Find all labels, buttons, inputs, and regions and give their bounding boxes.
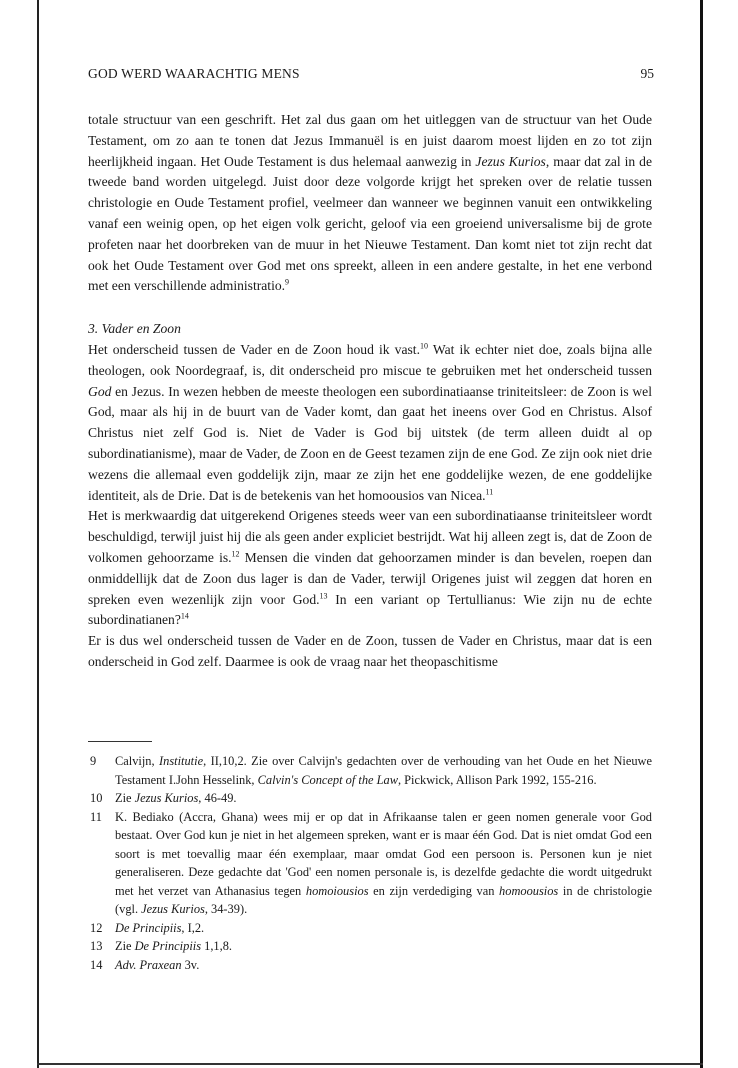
text-run: , II,10,2. Zie over Calvijn's gedachten over de verhouding van het Oude en het Nieuwe Testament I.John Hesselink, xyxy=(115,754,652,787)
running-header xyxy=(88,66,654,86)
page-edge-right xyxy=(700,0,703,1068)
footnote-ref[interactable]: 14 xyxy=(180,611,189,621)
text-run: , 46-49. xyxy=(198,791,237,805)
italic-title: Jezus Kurios xyxy=(475,153,546,169)
text-run: Het is merkwaardig dat uitgerekend Origenes steeds weer van een subordinatiaanse triniteitsleer wordt beschuldigd, terwijl juist hij die als geen ander expliciet bestrijdt. Wat hij alleen zegt is, dat de Zoon de volkomen gehoorzame is. xyxy=(88,508,652,565)
main-text xyxy=(88,110,652,673)
italic-title: Calvin's Concept of the Law xyxy=(257,772,398,787)
text-run: , maar dat zal in de tweede band worden uitgelegd. Juist door deze volgorde krijgt het spreken over de relatie tussen christologie en Oude Testament profiel, veelmeer dan wanneer we beginnen vanuit een ontwikkeling vanaf een weinig open, op het eigen volk gericht, geloof via een groeiend universalisme bij de grote profeten naar het doorbreken van de muur in het Nieuwe Testament. Dan komt niet tot zijn recht dat ook het Oude Testament over God met ons spreekt, alleen in een andere gestalte, in het ene verbond met een verschillende administratio. xyxy=(88,153,652,294)
footnote-number: 12 xyxy=(90,920,103,935)
footnote-divider xyxy=(88,741,152,742)
footnote-ref[interactable]: 13 xyxy=(319,591,328,600)
text-run: en zijn verdediging van xyxy=(368,883,500,898)
paragraph-origenes xyxy=(88,506,652,631)
footnote-11 xyxy=(88,808,652,919)
footnote-14 xyxy=(88,956,652,975)
text-run: Calvijn, xyxy=(115,754,160,768)
text-run: Zie xyxy=(115,939,135,953)
page-number: 95 xyxy=(640,66,654,81)
footnote-ref[interactable]: 9 xyxy=(285,277,290,287)
text-run: K. Bediako (Accra, Ghana) wees mij er op dat in Afrikaanse talen er geen nomen generale voor God bestaat. Over God kun je niet in het algemeen spreken, want er is maar één God. Dat is niet omdat God een soort is met toevallig maar één exemplaar, maar omdat God een persoon is. Personen kun je niet generaliseren. Deze gedachte dat 'God' een nomen personale is, is dezelfde gedachte die wordt uitgedrukt met het verzet van Athanasius tegen xyxy=(115,809,652,898)
footnote-10 xyxy=(88,789,652,808)
paragraph-gap xyxy=(88,297,652,319)
footnote-9 xyxy=(88,752,652,789)
footnote-number: 13 xyxy=(90,939,103,953)
text-run: 1,1,8. xyxy=(201,939,233,953)
italic-title: Jezus Kurios xyxy=(134,791,199,805)
footnotes xyxy=(88,752,652,974)
italic-title: Adv. Praxean xyxy=(115,957,182,972)
text-run: en Jezus. In wezen hebben de meeste theologen een subordinatiaanse triniteitsleer: de Zoon is wel God, maar als hij in de buurt van de Vader komt, dan gaat het ineens over God en Christus. Alsof Christus niet zelf God is. Niet de Vader is God bij uitstek (de term alleen duidt al op subordinatianisme), maar de Vader, de Zoon en de Geest tezamen zijn de ene God. Ze zijn ook niet drie wezens die allemaal even goddelijk zijn, maar ze zijn het ene goddelijke wezen, de ene goddelijke identiteit, als de Drie. Dat is de betekenis van het homoousios van Nicea. xyxy=(88,383,652,503)
text-run: in de christologie (vgl. xyxy=(115,883,652,916)
italic-term: homoiousios xyxy=(305,883,369,898)
text-run: Mensen die vinden dat gehoorzamen minder is dan bevelen, roepen dan onmiddellijk dat de Zoon dus lager is dan de Vader, terwijl Origenes juist wil zeggen dat horen en spreken even wezenlijk zijn voor God. xyxy=(88,549,652,607)
italic-title: De Principiis xyxy=(134,939,202,953)
italic-term: God xyxy=(88,383,112,399)
footnote-ref[interactable]: 12 xyxy=(231,549,240,559)
footnote-number: 9 xyxy=(90,754,97,768)
paragraph-distinction: Er is dus wel onderscheid tussen de Vader en de Zoon, tussen de Vader en Christus, maar dat is een onderscheid in God zelf. Daarmee is ook de vraag naar het theopaschitisme xyxy=(88,633,652,669)
text-run: totale structuur van een geschrift. Het zal dus gaan om het uitleggen van de structuur van het Oude Testament, om zo aan te tonen dat Jezus Immanuël is en juist daarom moest lijden en zo tot zijn heerlijkheid ingaan. Het Oude Testament is dus helemaal aanwezig in xyxy=(88,112,652,169)
text-run: 3v. xyxy=(181,957,200,972)
footnote-number: 11 xyxy=(90,809,102,824)
text-run: , Pickwick, Allison Park 1992, 155-216. xyxy=(397,772,597,787)
footnote-ref[interactable]: 11 xyxy=(485,487,494,497)
footnote-ref[interactable]: 10 xyxy=(419,341,428,351)
paragraph-structure xyxy=(88,110,652,297)
footnote-12 xyxy=(88,919,652,938)
italic-title: Institutie xyxy=(159,754,204,768)
section-heading: 3. Vader en Zoon xyxy=(88,321,181,337)
footnote-number: 10 xyxy=(90,791,103,805)
text-run: In een variant op Tertullianus: Wie zijn nu de echte subordinatianen? xyxy=(88,591,652,628)
running-title: GOD WERD WAARACHTIG MENS xyxy=(88,66,300,81)
page-edge-left xyxy=(37,0,39,1068)
italic-title: De Principiis xyxy=(115,920,182,935)
italic-title: Jezus Kurios xyxy=(141,902,205,916)
text-run: Het onderscheid tussen de Vader en de Zoon houd ik vast. xyxy=(88,341,420,357)
page-edge-bottom xyxy=(37,1063,703,1065)
italic-term: homoousios xyxy=(499,883,559,898)
footnote-13 xyxy=(88,937,652,956)
text-run: , I,2. xyxy=(181,920,205,935)
text-run: Wat ik echter niet doe, zoals bijna alle theologen, ook Noordegraaf, is, dit onderscheid pro miscue te gebruiken met het onderscheid tussen xyxy=(88,341,652,378)
footnote-number: 14 xyxy=(90,957,103,972)
text-run: Zie xyxy=(115,791,135,805)
paragraph-father-son xyxy=(88,340,652,506)
text-run: , 34-39). xyxy=(204,902,248,916)
